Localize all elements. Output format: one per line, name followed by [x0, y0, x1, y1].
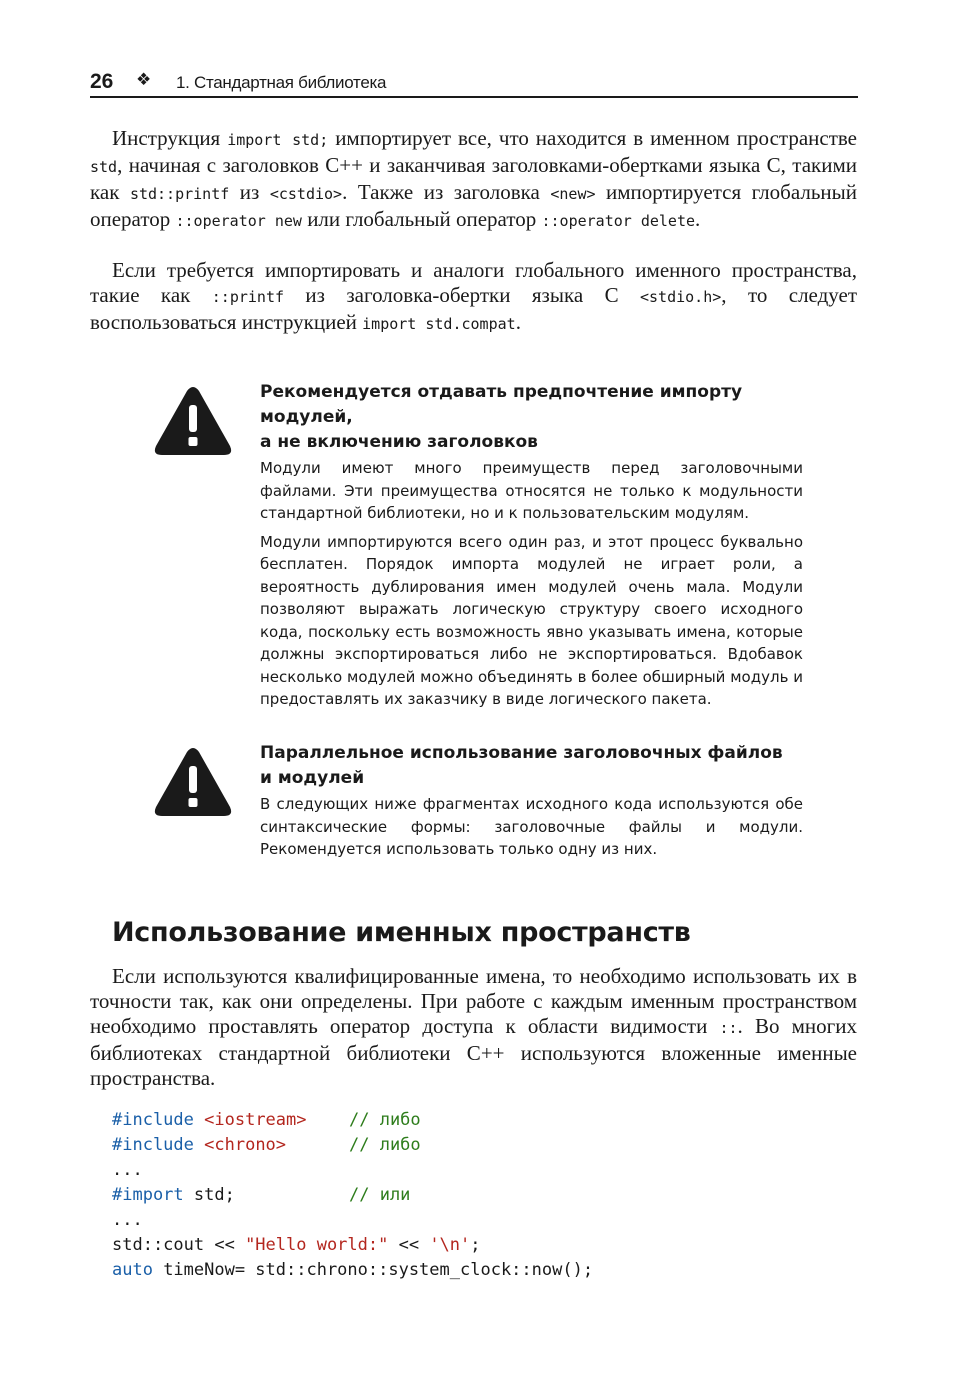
chapter-title: 1. Стандартная библиотека: [176, 73, 387, 92]
code-line: #include <chrono> // либо: [112, 1133, 593, 1158]
code-line: auto timeNow= std::chrono::system_clock::now();: [112, 1260, 594, 1280]
page-number: 26: [90, 70, 114, 93]
warning-icon: [154, 385, 232, 457]
note-paragraph: В следующих ниже фрагментах исходного кода используются обе синтаксические формы: заголовочные файлы и модули. Рекомендуется использовать только одну из них.: [260, 795, 803, 858]
code-line: #include <iostream> // либо: [112, 1108, 593, 1133]
section-heading: Использование именных пространств: [112, 917, 691, 948]
ornament-icon: ❖: [136, 70, 152, 89]
code-comment: // или: [349, 1185, 411, 1205]
paragraph-qualified-names: Если используются квалифицированные имена, то необходимо использовать их в точности так, как они определены. При работе с каждым именным пространством необходимо проставлять оператор доступа к области видимости ::. Во многих библиотеках стандартной библиотеки C++ используются вложенные именные пространства.: [90, 964, 857, 1090]
code-line: ...: [112, 1210, 143, 1230]
code-line: std::cout << "Hello world:" << '\n';: [112, 1235, 481, 1255]
note-paragraph: Модули имеют много преимуществ перед заголовочными файлами. Эти преимущества относятся не только к модульности стандартной библиотеки, но и к пользовательским модулям.: [260, 459, 803, 522]
paragraph-import-std: Инструкция import std; импортирует все, что находится в именном пространстве std, начиная с заголовков C++ и заканчивая заголовками-обертками языка C, такими как std::printf из <cstdio>. Также из заголовка <new> импортируется глобальный оператор ::operator new или глобальный оператор ::operator delete.: [90, 126, 857, 231]
note-title: Рекомендуется отдавать предпочтение импорту модулей, а не включению заголовков: [260, 382, 743, 452]
running-header: [90, 68, 858, 98]
code-comment: // либо: [349, 1135, 421, 1155]
note-paragraph: Модули импортируются всего один раз, и этот процесс буквально бесплатен. Порядок импорта модулей не играет роли, а вероятность дублирования имен модулей очень мала. Модули позволяют выражать логическую структуру своего исходного кода, поскольку есть возможность явно указывать имена, которые должны экспортироваться либо не экспортироваться. Вдобавок несколько модулей можно объединять в более обширный модуль и предоставлять их заказчику в виде логического пакета.: [260, 532, 803, 708]
warning-icon: [154, 746, 232, 818]
code-line: ...: [112, 1160, 143, 1180]
note-content: [260, 741, 803, 867]
note-content: [260, 380, 803, 717]
code-listing: [112, 1108, 593, 1283]
code-line: #import std; // или: [112, 1183, 593, 1208]
note-prefer-modules: [150, 380, 810, 708]
code-comment: // либо: [349, 1110, 421, 1130]
paragraph-std-compat: Если требуется импортировать и аналоги глобального именного пространства, такие как ::printf из заголовка-обертки языка C <stdio.h>, то следует воспользоваться инструкцией import std.compat.: [90, 258, 858, 334]
note-headers-and-modules: [150, 741, 810, 871]
note-title: Параллельное использование заголовочных файлов и модулей: [260, 743, 783, 788]
